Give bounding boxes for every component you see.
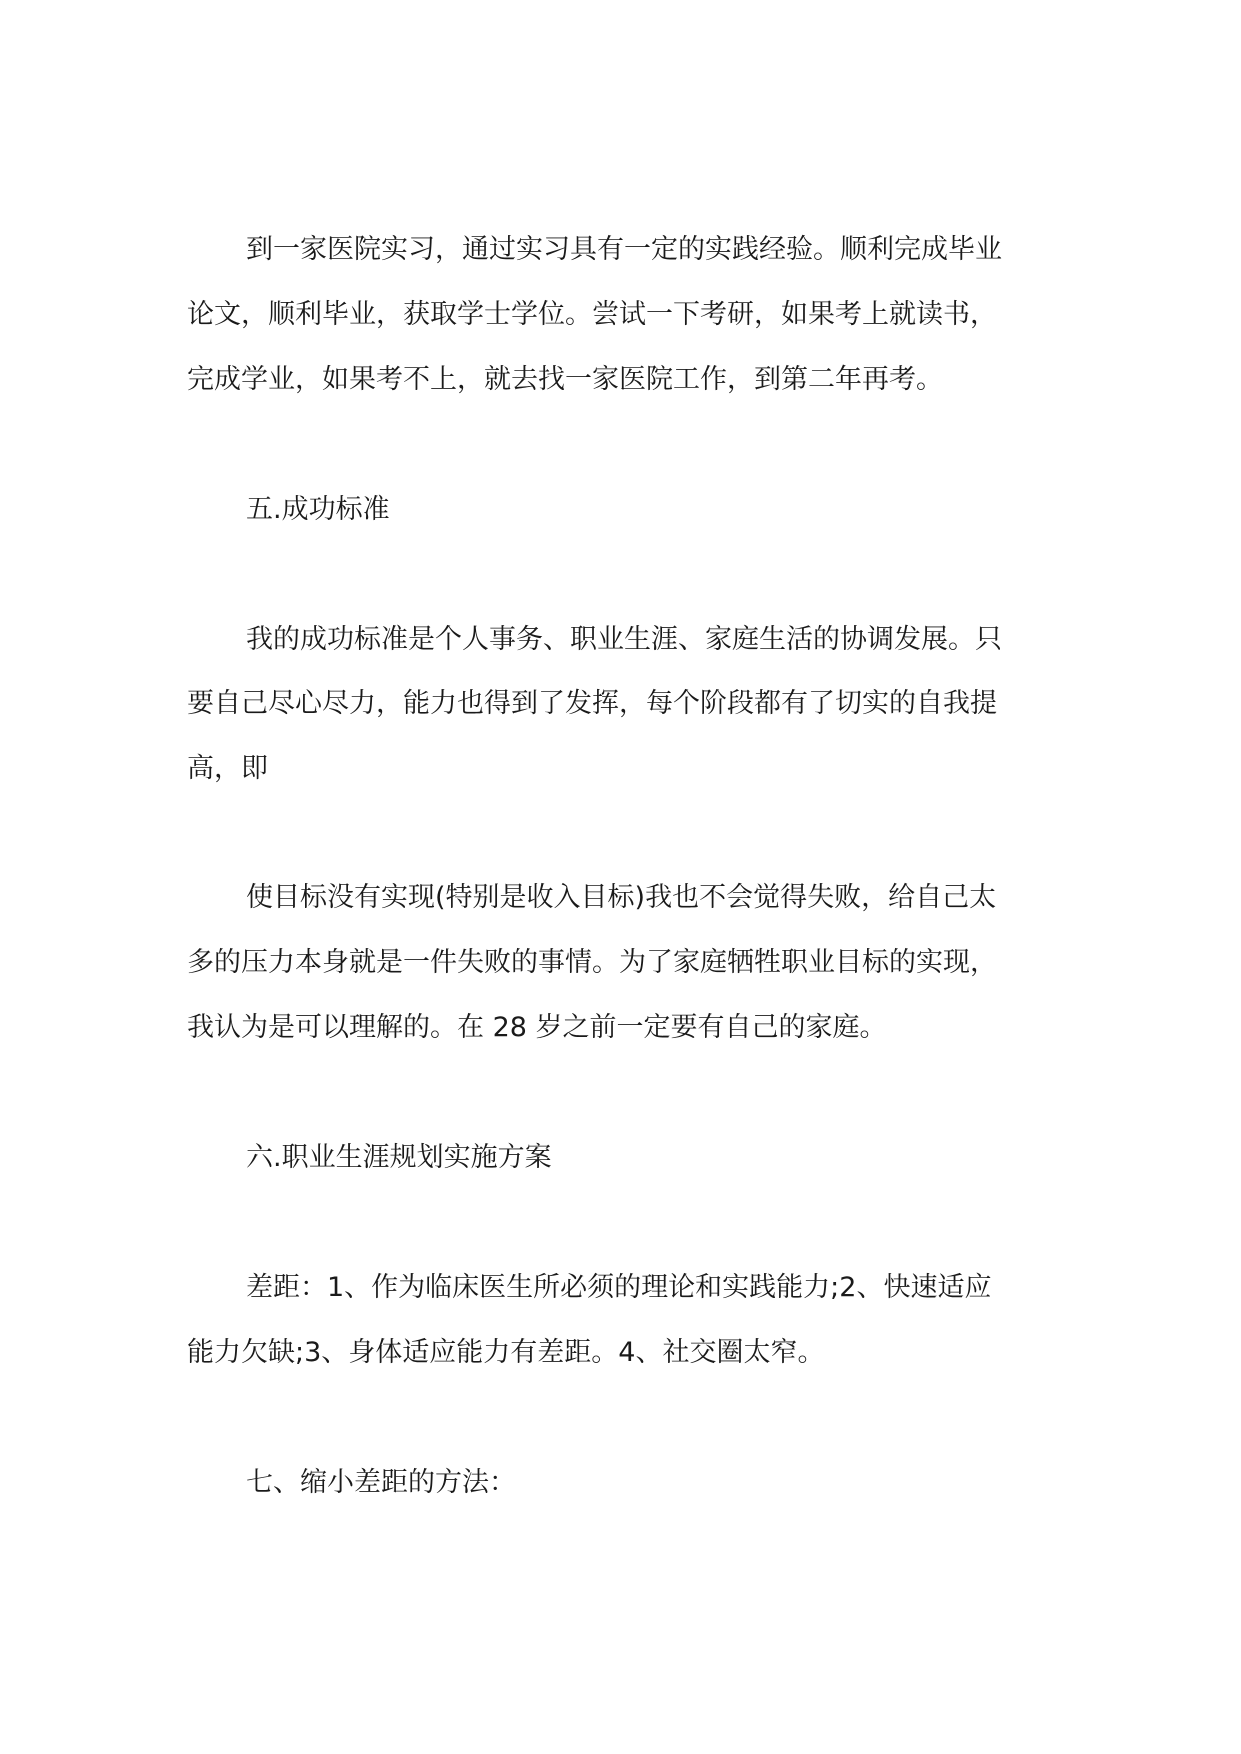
paragraph-2-line-1: 我的成功标准是个人事务、职业生涯、家庭生活的协调发展。只 [246, 624, 1002, 655]
paragraph-3-line-2: 多的压力本身就是一件失败的事情。为了家庭牺牲职业目标的实现， [187, 947, 997, 978]
paragraph-2-line-3: 高，即 [187, 753, 268, 784]
section-heading-7: 七、缩小差距的方法： [246, 1467, 516, 1498]
paragraph-1-line-2: 论文，顺利毕业，获取学士学位。尝试一下考研，如果考上就读书， [187, 299, 997, 330]
section-heading-6: 六.职业生涯规划实施方案 [246, 1142, 552, 1173]
paragraph-1-line-3: 完成学业，如果考不上，就去找一家医院工作，到第二年再考。 [187, 364, 943, 395]
section-heading-5: 五.成功标准 [246, 494, 390, 525]
paragraph-3-line-3: 我认为是可以理解的。在 28 岁之前一定要有自己的家庭。 [187, 1012, 887, 1043]
paragraph-4-line-1: 差距：1、作为临床医生所必须的理论和实践能力;2、快速适应 [246, 1272, 992, 1303]
paragraph-4-line-2: 能力欠缺;3、身体适应能力有差距。4、社交圈太窄。 [187, 1337, 825, 1368]
paragraph-1-line-1: 到一家医院实习，通过实习具有一定的实践经验。顺利完成毕业 [246, 234, 1002, 265]
paragraph-3-line-1: 使目标没有实现(特别是收入目标)我也不会觉得失败，给自己太 [246, 882, 997, 913]
paragraph-2-line-2: 要自己尽心尽力，能力也得到了发挥，每个阶段都有了切实的自我提 [187, 688, 997, 719]
